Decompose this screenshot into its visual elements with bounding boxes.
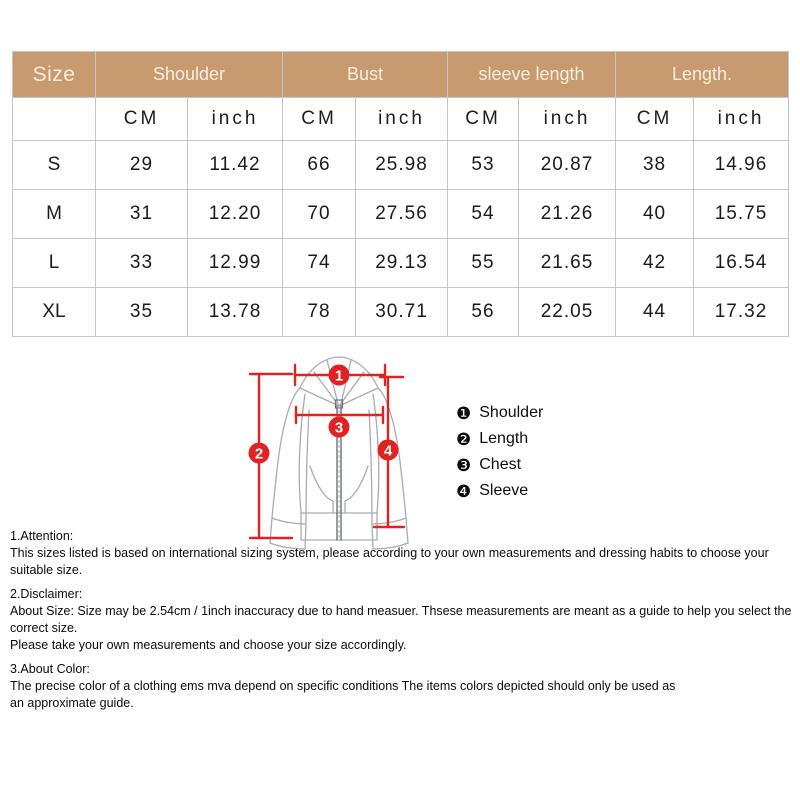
measure-cell: 55 — [448, 239, 519, 288]
note-about-color — [10, 661, 794, 712]
measure-cell: 17.32 — [694, 288, 789, 337]
unit-empty-cell — [13, 98, 96, 141]
measure-cell: 21.26 — [519, 190, 616, 239]
note-disclaimer — [10, 586, 794, 654]
jacket-measurement-diagram — [222, 348, 467, 553]
unit-cell: CM — [448, 98, 519, 141]
unit-row — [13, 98, 789, 141]
header-size: Size — [13, 52, 96, 98]
circled-3-icon: ❸ — [456, 455, 472, 475]
note-title: 2.Disclaimer: — [10, 587, 83, 601]
measure-cell: 78 — [283, 288, 356, 337]
measure-cell: 38 — [616, 141, 694, 190]
marker-4: 4 — [383, 442, 393, 460]
measure-cell: 31 — [96, 190, 188, 239]
measure-cell: 33 — [96, 239, 188, 288]
marker-1: 1 — [334, 367, 344, 385]
measure-cell: 27.56 — [356, 190, 448, 239]
legend-label: Shoulder — [479, 404, 544, 421]
legend-label: Length — [479, 430, 529, 447]
note-text: This sizes listed is based on international sizing system, please according to your own measurements and dressing habits to choose your suitable size. — [10, 546, 769, 577]
notes-section — [10, 528, 794, 719]
unit-cell: inch — [519, 98, 616, 141]
measure-cell: 15.75 — [694, 190, 789, 239]
measure-cell: 30.71 — [356, 288, 448, 337]
note-attention — [10, 528, 794, 579]
measure-cell: 42 — [616, 239, 694, 288]
measure-cell: 22.05 — [519, 288, 616, 337]
size-value: M — [13, 190, 96, 239]
note-text: The precise color of a clothing ems mva depend on specific conditions The items colors depicted should only be used as — [10, 679, 676, 693]
table-row-l — [13, 239, 789, 288]
circled-4-icon: ❹ — [456, 481, 472, 501]
measure-cell: 13.78 — [188, 288, 283, 337]
legend-item-sleeve — [456, 478, 543, 504]
measure-cell: 12.99 — [188, 239, 283, 288]
header-bust: Bust — [283, 52, 448, 98]
measure-cell: 29.13 — [356, 239, 448, 288]
header-shoulder: Shoulder — [96, 52, 283, 98]
legend-item-chest — [456, 452, 543, 478]
size-value: S — [13, 141, 96, 190]
unit-cell: CM — [96, 98, 188, 141]
measure-cell: 14.96 — [694, 141, 789, 190]
size-value: L — [13, 239, 96, 288]
measure-cell: 54 — [448, 190, 519, 239]
size-table — [12, 51, 789, 337]
measure-cell: 25.98 — [356, 141, 448, 190]
table-row-xl — [13, 288, 789, 337]
legend-item-shoulder — [456, 400, 543, 426]
size-value: XL — [13, 288, 96, 337]
table-row-s — [13, 141, 789, 190]
unit-cell: CM — [283, 98, 356, 141]
note-text: Please take your own measurements and choose your size accordingly. — [10, 638, 407, 652]
measure-cell: 70 — [283, 190, 356, 239]
table-header-row — [13, 52, 789, 98]
circled-2-icon: ❷ — [456, 429, 472, 449]
hoodie-sketch-icon — [222, 348, 467, 553]
marker-2: 2 — [254, 445, 264, 463]
measure-cell: 12.20 — [188, 190, 283, 239]
measure-cell: 35 — [96, 288, 188, 337]
measure-cell: 21.65 — [519, 239, 616, 288]
legend-label: Chest — [479, 456, 522, 473]
size-table-section — [12, 51, 788, 337]
measure-cell: 40 — [616, 190, 694, 239]
note-text: an approximate guide. — [10, 696, 134, 710]
note-text: About Size: Size may be 2.54cm / 1inch inaccuracy due to hand measuer. Thsese measurements are meant as a guide to help you select the correct size. — [10, 604, 792, 635]
unit-cell: inch — [188, 98, 283, 141]
measure-cell: 16.54 — [694, 239, 789, 288]
measure-cell: 44 — [616, 288, 694, 337]
measure-cell: 20.87 — [519, 141, 616, 190]
legend-item-length — [456, 426, 543, 452]
measure-cell: 66 — [283, 141, 356, 190]
unit-cell: inch — [694, 98, 789, 141]
note-title: 1.Attention: — [10, 529, 74, 543]
unit-cell: inch — [356, 98, 448, 141]
measure-cell: 53 — [448, 141, 519, 190]
diagram-legend — [456, 400, 543, 504]
measure-cell: 29 — [96, 141, 188, 190]
unit-cell: CM — [616, 98, 694, 141]
circled-1-icon: ❶ — [456, 403, 472, 423]
measure-cell: 56 — [448, 288, 519, 337]
marker-3: 3 — [334, 419, 344, 437]
header-sleeve-length: sleeve length — [448, 52, 616, 98]
legend-label: Sleeve — [479, 482, 529, 499]
measure-cell: 11.42 — [188, 141, 283, 190]
table-row-m — [13, 190, 789, 239]
note-title: 3.About Color: — [10, 662, 90, 676]
header-length: Length. — [616, 52, 789, 98]
measure-cell: 74 — [283, 239, 356, 288]
